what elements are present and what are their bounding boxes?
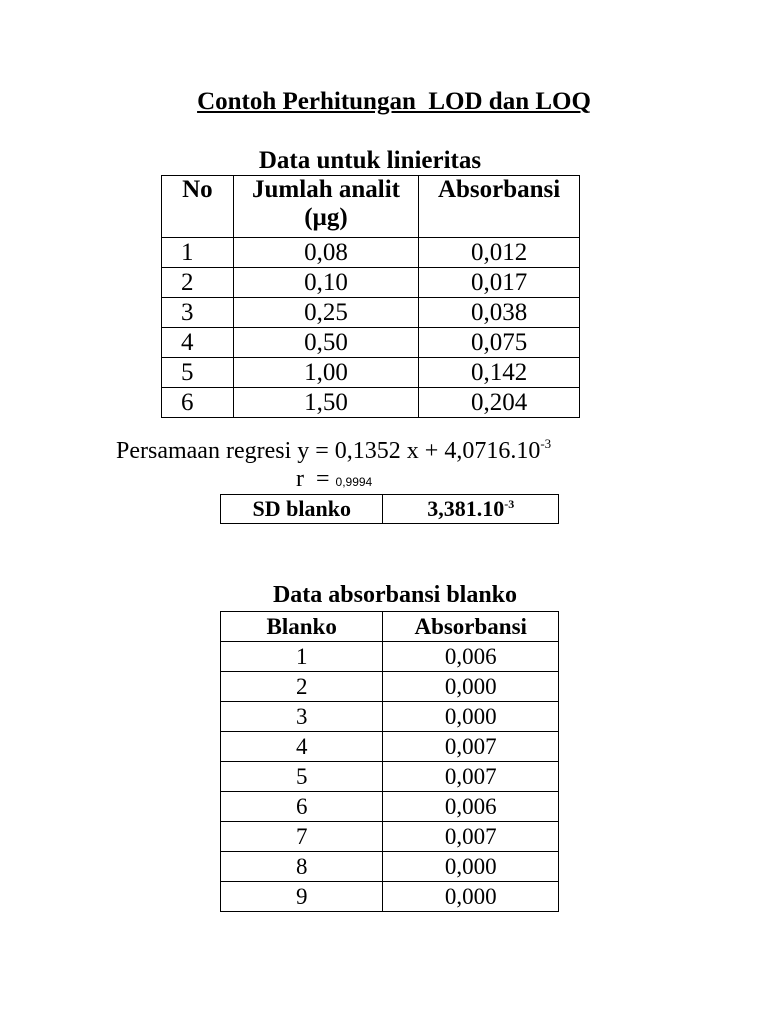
cell-blank-no: 5 bbox=[221, 762, 383, 792]
cell-blank-no: 3 bbox=[221, 702, 383, 732]
linearity-table-body bbox=[162, 238, 580, 418]
cell-absorbance: 0,017 bbox=[419, 268, 580, 298]
cell-absorbance: 0,204 bbox=[419, 388, 580, 418]
table-row bbox=[162, 358, 580, 388]
blank-absorbance-table bbox=[220, 611, 559, 912]
cell-blank-no: 9 bbox=[221, 882, 383, 912]
page-title: Contoh Perhitungan LOD dan LOQ bbox=[197, 88, 591, 115]
cell-absorbance: 0,007 bbox=[383, 762, 559, 792]
cell-blank-no: 6 bbox=[221, 792, 383, 822]
cell-no: 4 bbox=[162, 328, 234, 358]
cell-analyte-amount: 0,25 bbox=[233, 298, 418, 328]
column-header-absorbance: Absorbansi bbox=[419, 176, 580, 238]
table-row bbox=[221, 732, 559, 762]
table-row bbox=[162, 238, 580, 268]
cell-absorbance: 0,006 bbox=[383, 792, 559, 822]
table-row bbox=[162, 388, 580, 418]
cell-no: 5 bbox=[162, 358, 234, 388]
table-row bbox=[162, 328, 580, 358]
sd-blank-row bbox=[221, 495, 559, 524]
cell-blank-no: 2 bbox=[221, 672, 383, 702]
cell-analyte-amount: 1,50 bbox=[233, 388, 418, 418]
correlation-line bbox=[296, 466, 372, 493]
sd-blank-exponent: -3 bbox=[504, 497, 515, 511]
table-row bbox=[221, 702, 559, 732]
table-row bbox=[162, 268, 580, 298]
regression-exponent: -3 bbox=[540, 436, 552, 451]
table-header-row bbox=[221, 612, 559, 642]
table-row bbox=[162, 298, 580, 328]
cell-analyte-amount: 0,08 bbox=[233, 238, 418, 268]
cell-analyte-amount: 0,10 bbox=[233, 268, 418, 298]
cell-absorbance: 0,007 bbox=[383, 822, 559, 852]
cell-no: 3 bbox=[162, 298, 234, 328]
linearity-caption: Data untuk linieritas bbox=[258, 147, 482, 174]
table-row bbox=[221, 792, 559, 822]
cell-analyte-amount: 0,50 bbox=[233, 328, 418, 358]
cell-blank-no: 1 bbox=[221, 642, 383, 672]
table-header-row bbox=[162, 176, 580, 238]
cell-absorbance: 0,012 bbox=[419, 238, 580, 268]
column-header-analyte: Jumlah analit (µg) bbox=[233, 176, 418, 238]
regression-equation bbox=[116, 436, 551, 465]
column-header-no: No bbox=[162, 176, 234, 238]
cell-absorbance: 0,000 bbox=[383, 852, 559, 882]
column-header-blank: Blanko bbox=[221, 612, 383, 642]
sd-blank-value-cell bbox=[383, 495, 559, 524]
cell-blank-no: 7 bbox=[221, 822, 383, 852]
cell-blank-no: 8 bbox=[221, 852, 383, 882]
cell-absorbance: 0,142 bbox=[419, 358, 580, 388]
column-header-absorbance: Absorbansi bbox=[383, 612, 559, 642]
regression-text: Persamaan regresi y = 0,1352 x + 4,0716.10 bbox=[116, 438, 541, 464]
table-row bbox=[221, 822, 559, 852]
cell-absorbance: 0,000 bbox=[383, 702, 559, 732]
blank-caption: Data absorbansi blanko bbox=[272, 582, 518, 608]
table-row bbox=[221, 642, 559, 672]
table-row bbox=[221, 672, 559, 702]
correlation-label: r = bbox=[296, 466, 336, 492]
cell-absorbance: 0,000 bbox=[383, 882, 559, 912]
cell-analyte-amount: 1,00 bbox=[233, 358, 418, 388]
cell-absorbance: 0,075 bbox=[419, 328, 580, 358]
cell-absorbance: 0,000 bbox=[383, 672, 559, 702]
cell-no: 1 bbox=[162, 238, 234, 268]
cell-no: 6 bbox=[162, 388, 234, 418]
cell-no: 2 bbox=[162, 268, 234, 298]
sd-blank-value: 3,381.10 bbox=[427, 496, 505, 521]
blank-table-body bbox=[221, 642, 559, 912]
correlation-value: 0,9994 bbox=[335, 475, 373, 489]
sd-blank-table bbox=[220, 494, 559, 524]
table-row bbox=[221, 852, 559, 882]
table-row bbox=[221, 882, 559, 912]
cell-blank-no: 4 bbox=[221, 732, 383, 762]
cell-absorbance: 0,038 bbox=[419, 298, 580, 328]
sd-blank-label: SD blanko bbox=[221, 495, 383, 524]
cell-absorbance: 0,006 bbox=[383, 642, 559, 672]
linearity-table bbox=[161, 175, 580, 418]
cell-absorbance: 0,007 bbox=[383, 732, 559, 762]
table-row bbox=[221, 762, 559, 792]
